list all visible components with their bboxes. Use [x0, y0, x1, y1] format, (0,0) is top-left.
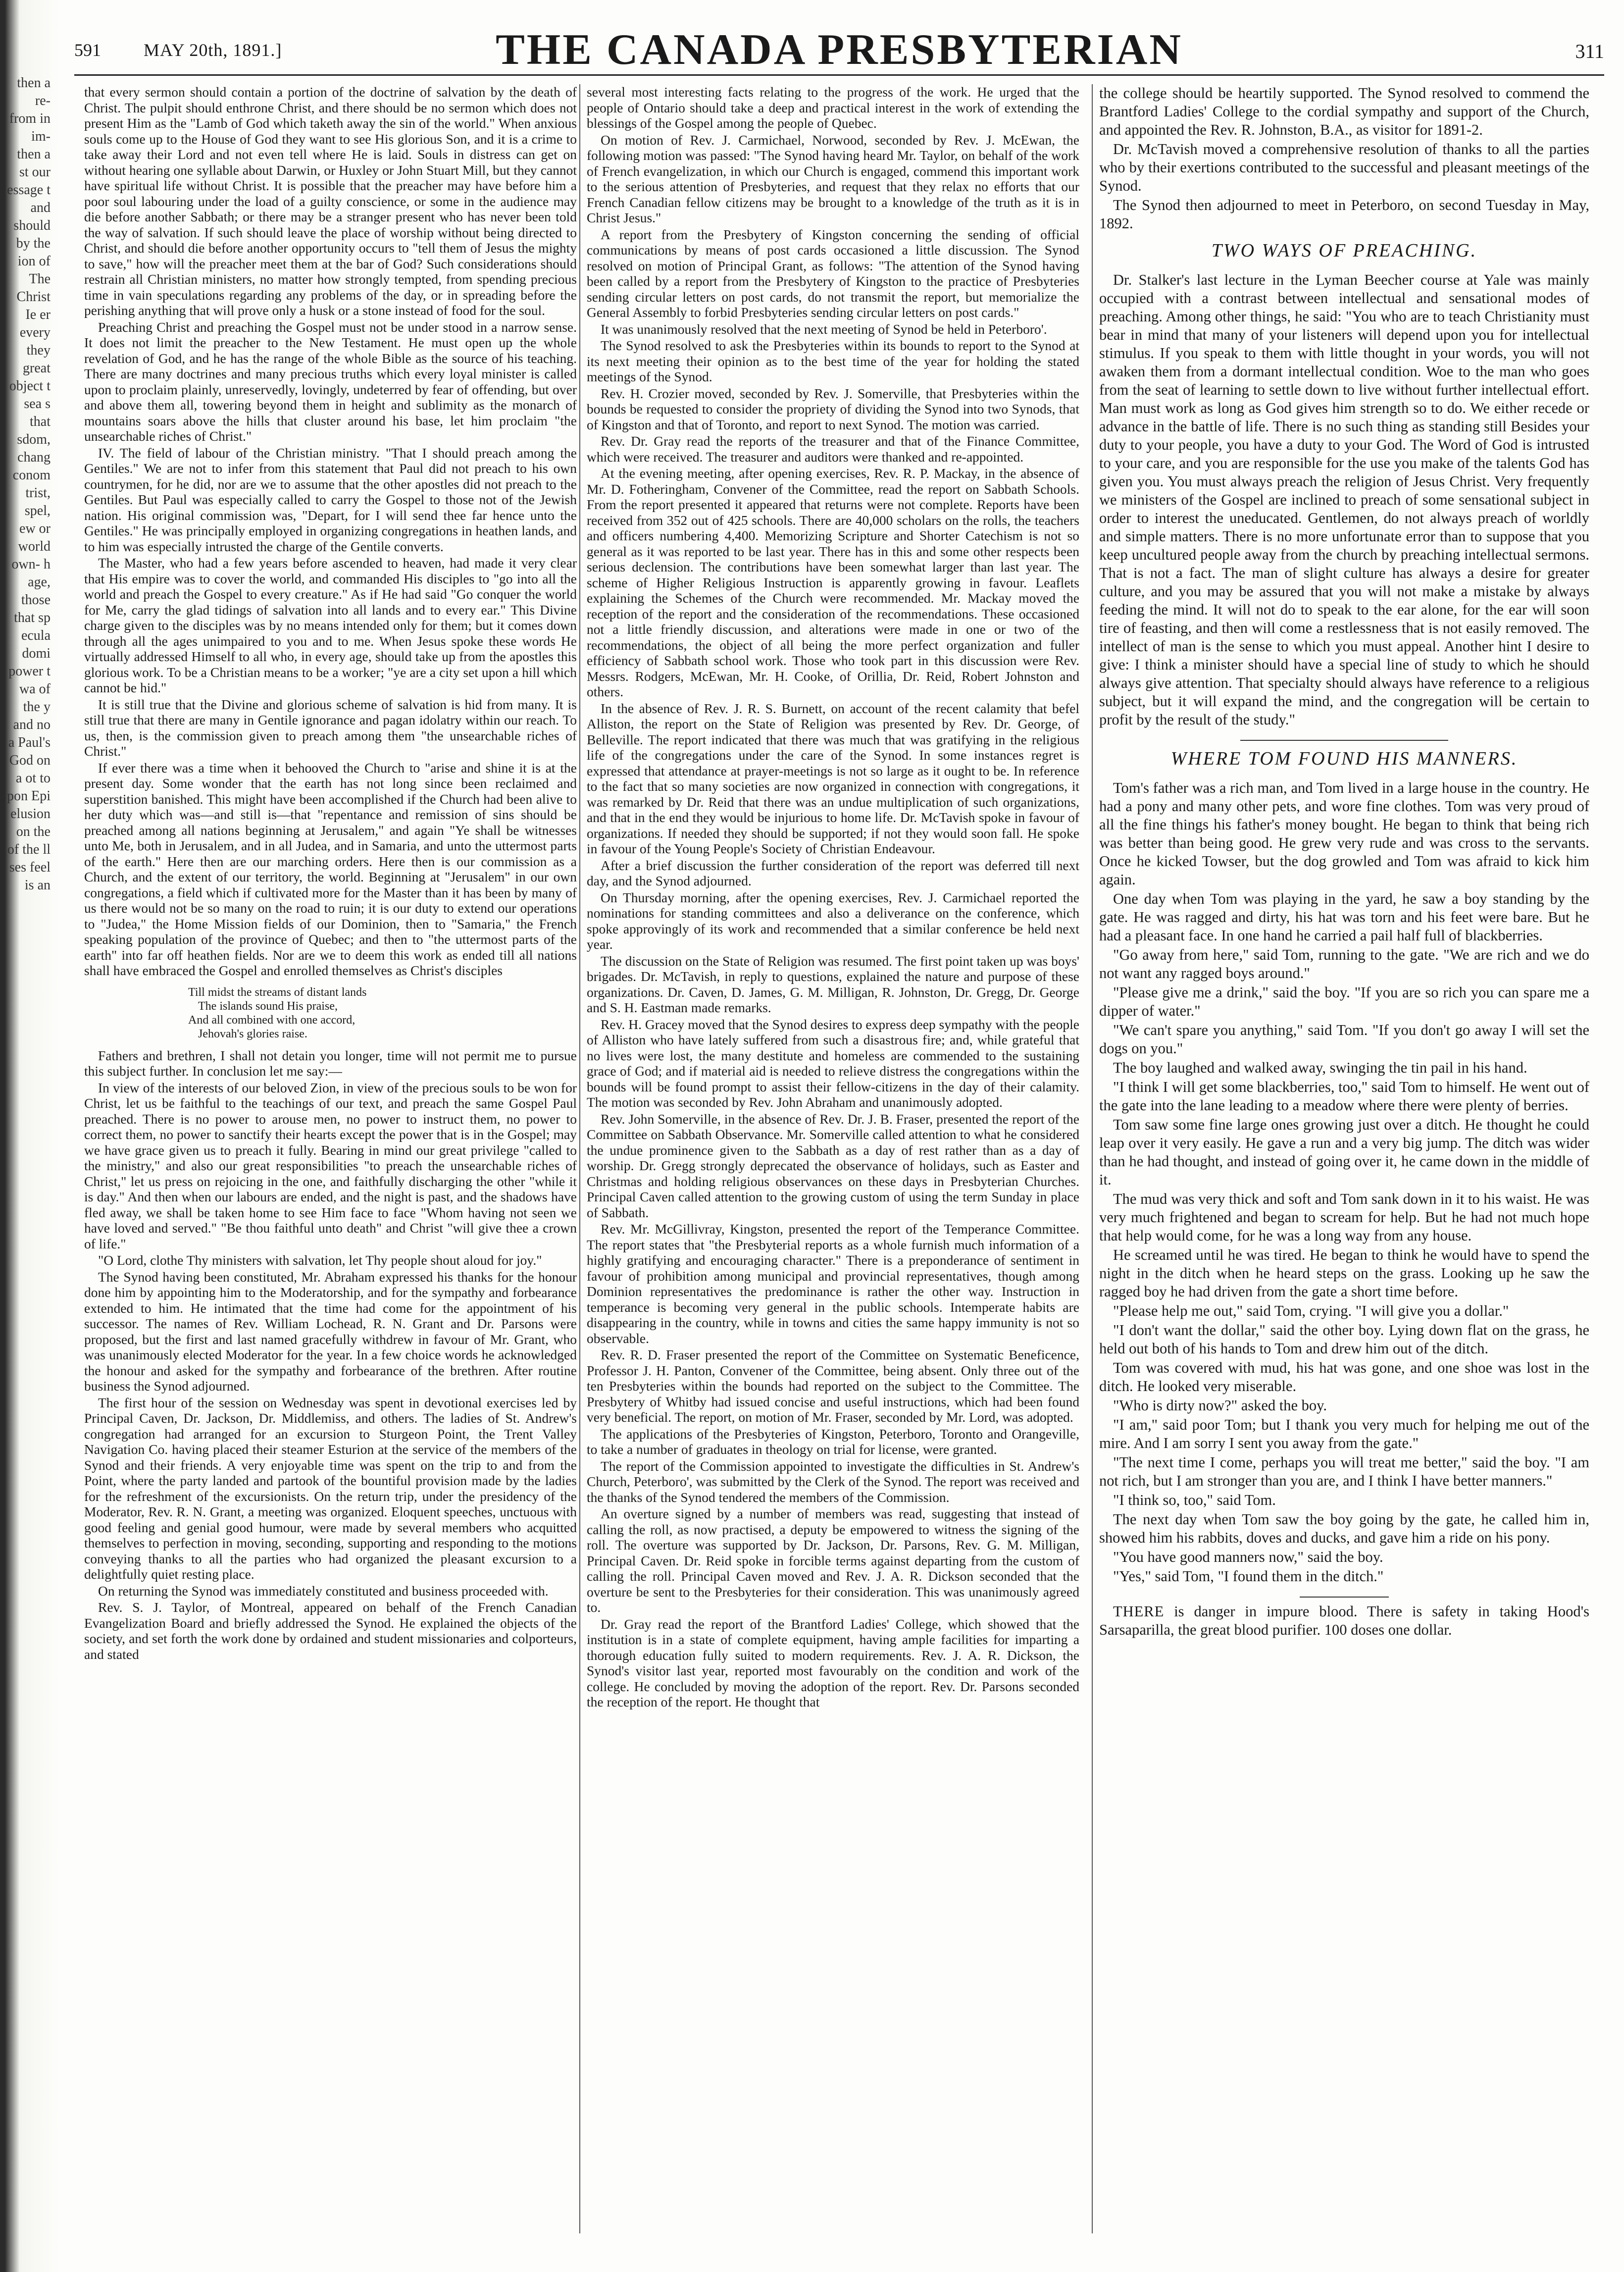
- paragraph: The Synod resolved to ask the Presbyteries within its bounds to report to the Synod at its next meeting their opinion as to the best time of the year for holding the stated meetings of the Synod.: [587, 338, 1079, 384]
- advertisement: [1099, 1602, 1589, 1639]
- issue-date: MAY 20th, 1891.]: [144, 40, 282, 60]
- paragraph: An overture signed by a number of members was read, suggesting that instead of calling the roll, as now practised, a deputy be empowered to witness the signing of the roll. The overture was supported by Dr. Jackson, Dr. Parsons, Rev. G. M. Milligan, Principal Caven. Dr. Reid spoke in forcible terms against departing from the custom of calling the roll. Principal Caven moved and Rev. J. A. R. Dickson seconded that the overture be sent to the Presbyteries for their consideration. This was unanimously agreed to.: [587, 1506, 1079, 1615]
- paragraph: "Yes," said Tom, "I found them in the ditch.": [1113, 1568, 1384, 1585]
- paragraph: Dr. McTavish moved a comprehensive resolution of thanks to all the parties who by their exertions contributed to the successful and pleasant meetings of the Synod.: [1099, 141, 1589, 194]
- paragraph: On motion of Rev. J. Carmichael, Norwood, seconded by Rev. J. McEwan, the following motion was passed: "The Synod having heard Mr. Taylor, on behalf of the work of French evangelization, in which our Church is engaged, commend this important work to the serious attention of Presbyteries, and request that they relax no efforts that our French Canadian fellow citizens may be brought to a knowledge of the truth as it is in Christ Jesus.": [587, 132, 1079, 225]
- paragraph: He screamed until he was tired. He began to think he would have to spend the night in the ditch when he heard steps on the grass. Looking up he saw the ragged boy he had driven from the gate a short time before.: [1099, 1246, 1589, 1300]
- paragraph: After a brief discussion the further consideration of the report was deferred till next day, and the Synod adjourned.: [587, 857, 1079, 888]
- article-heading: WHERE TOM FOUND HIS MANNERS.: [1170, 748, 1518, 769]
- paragraph: Rev. H. Gracey moved that the Synod desires to express deep sympathy with the people of Alliston who have lately suffered from such a disastrous fire; and, while grateful that no lives were lost, the many destitute and homeless are commended to the sustaining grace of God; and if material aid is needed to relieve distress the congregations within the bounds will be found prompt to assist their fellow-citizens in the day of their calamity. The motion was seconded by Rev. John Abraham and unanimously adopted.: [587, 1016, 1079, 1110]
- paragraph: The mud was very thick and soft and Tom sank down in it to his waist. He was very much frightened and began to scream for help. But he had not much hope that help would come, for he was a long way from any house.: [1099, 1190, 1589, 1244]
- paragraph: "Please give me a drink," said the boy. "If you are so rich you can spare me a dipper of water.": [1099, 984, 1589, 1019]
- paragraph: "I think I will get some blackberries, too," said Tom to himself. He went out of the gate into the lane leading to a meadow where there were plenty of berries.: [1099, 1079, 1589, 1114]
- paragraph: "Go away from here," said Tom, running to the gate. "We are rich and we do not want any ragged boys around.": [1099, 946, 1589, 981]
- hymn-line: The islands sound His praise,: [198, 999, 338, 1013]
- paragraph: "I don't want the dollar," said the other boy. Lying down flat on the grass, he held out both of his hands to Tom and drew him out of the ditch.: [1099, 1322, 1589, 1357]
- paragraph: Dr. Gray read the report of the Brantford Ladies' College, which showed that the institution is in a state of complete equipment, having ample facilities for imparting a thorough education fully suited to modern requirements. Rev. J. A. R. Dickson, the Synod's visitor last year, reported most favourably on the condition and work of the college. He concluded by moving the adoption of the report. Rev. Dr. Parsons seconded the reception of the report. He thought that: [587, 1616, 1079, 1709]
- paragraph: Fathers and brethren, I shall not detain you longer, time will not permit me to pursue this subject further. In conclusion let me say:—: [84, 1047, 577, 1079]
- advertisement-lead: THERE: [1113, 1603, 1165, 1620]
- paragraph: Dr. Stalker's last lecture in the Lyman Beecher course at Yale was mainly occupied with a contrast between intellectual and sensational modes of preaching. Among other things, he said: "You who are to teach Christianity must bear in mind that many of your listeners will depend upon you for intellectual stimulus. If you speak to them with little thought in your words, you will not awaken them from a dormant intellectual condition. Woe to the man who goes from the seat of learning to settle down to live without further intellectual effort. Man must work as long as God gives him strength so to do. We either recede or advance in the battle of life. There is no such thing as standing still Besides your duty to your people, you have a duty to your God. The Word of God is intrusted to your care, and you are responsible for the use you make of the talents God has given you. You must always preach the religion of Jesus Christ. Very frequently we ministers of the Gospel are inclined to preach of some sensational subject in order to interest the uneducated. Gentlemen, do not always preach of worldly and simple matters. There is no more unfortunate error than to suppose that you keep uncultured people away from the church by preaching intellectual sermons. That is not a fact. The man of slight culture has always a desire for greater culture, and you may be assured that you will not make a mistake by always feeding the mind. It will not do to speak to the ear alone, for the ear will soon tire of feasting, and then will come a restlessness that is not easily removed. The intellect of man is the sense to which you must appeal. Another hint I desire to give: I think a minister should have a special line of study to which he should always give attention. That specialty should always have reference to a religious subject, but it will expand the mind, and the congregation will be certain to profit by the result of the study.": [1099, 271, 1589, 728]
- paragraph: Rev. Mr. McGillivray, Kingston, presented the report of the Temperance Committee. The report states that "the Presbyterial reports as a whole furnish much information of a highly gratifying and encouraging character." There is a preponderance of sentiment in favour of prohibition among municipal and provincial representatives, though among Dominion representatives the predominance is rather the other way. Instruction in temperance is becoming very general in the public schools. Intemperate habits are disappearing in the country, while in towns and cities the same happy immunity is not so observable.: [587, 1221, 1079, 1346]
- page-number: 311: [1575, 40, 1604, 62]
- paragraph: At the evening meeting, after opening exercises, Rev. R. P. Mackay, in the absence of Mr. D. Fotheringham, Convener of the Committee, read the report on Sabbath Schools. From the report presented it appeared that returns were not complete. Reports have been received from 352 out of 425 schools. There are 40,000 scholars on the rolls, the teachers and officers numbering 4,400. Memorizing Scripture and Shorter Catechism is not so general as it was reported to be last year. There has in this and some other respects been serious declension. The contributions have been somewhat larger than last year. The scheme of Higher Religious Instruction is apparently growing in favour. Leaflets explaining the Schemes of the Church were recommended. Mr. Mackay moved the reception of the report and the consideration of the recommendations. These occasioned not a little friendly discussion, and alterations were made in one or two of the recommendations, the object of all being the more perfect organization and fuller efficiency of Sabbath school work. Those who took part in this discussion were Rev. Messrs. Rodgers, McEwan, Mr. H. Cooke, of Orillia, Dr. Reid, Robert Johnston and others.: [587, 465, 1079, 699]
- adjacent-page-stub: then a re- from in im- then a st our essage t and should by the ion of The Christ Ie er every they great object t sea s that sdom, chang conom trist, spel, ew or world own- h age, those that sp ecula domi power t wa of the y and no a Paul's God on a ot to pon Epi elusion on the of the ll ses feel is an: [7, 75, 51, 893]
- section-rule: [1300, 1597, 1389, 1598]
- paragraph: the college should be heartily supported. The Synod resolved to commend the Brantford Ladies' College to the cordial sympathy and support of the Church, and appointed the Rev. R. Johnston, B.A., as visitor for 1891-2.: [1099, 85, 1589, 138]
- column-divider: [579, 84, 580, 2233]
- paragraph: The Synod then adjourned to meet in Peterboro, on second Tuesday in May, 1892.: [1099, 197, 1589, 232]
- paragraph: Rev. John Somerville, in the absence of Rev. Dr. J. B. Fraser, presented the report of the Committee on Sabbath Observance. Mr. Somerville called attention to what he considered the undue prominence given to the Sabbath as a day of rest rather than as a day of worship. Dr. Gregg strongly deprecated the observance of holidays, such as Easter and Christmas and holding religious observances on these days in Presbyterian Churches. Principal Caven called attention to the growing custom of using the term Sunday in place of Sabbath.: [587, 1111, 1079, 1220]
- paragraph: Rev. R. D. Fraser presented the report of the Committee on Systematic Beneficence, Professor J. H. Panton, Convener of the Committee, being absent. Only three out of the ten Presbyteries within the bounds had reported on the subject to the Committee. The Presbytery of Whitby had issued concise and useful instructions, which had been found very beneficial. The report, on motion of Mr. Fraser, seconded by Mr. Lord, was adopted.: [587, 1347, 1079, 1425]
- paragraph: On Thursday morning, after the opening exercises, Rev. J. Carmichael reported the nominations for standing committees and also a deliverance on the conference, which spoke approvingly of its work and recommended that a similar conference be held next year.: [587, 889, 1079, 952]
- paragraph: The Synod having been constituted, Mr. Abraham expressed his thanks for the honour done him by appointing him to the Moderatorship, and for the sympathy and forbearance extended to him. He intimated that the time had come for the appointment of his successor. The names of Rev. William Lochead, R. N. Grant and Dr. Parsons were proposed, but the first and last named gracefully withdrew in favour of Mr. Grant, who was unanimously elected Moderator for the year. In a few choice words he acknowledged the honour and asked for the sympathy and forbearance of the brethren. After routine business the Synod adjourned.: [84, 1269, 577, 1394]
- paragraph: The report of the Commission appointed to investigate the difficulties in St. Andrew's Church, Peterboro', was submitted by the Clerk of the Synod. The report was received and the thanks of the Synod tendered the members of the Commission.: [587, 1458, 1079, 1505]
- paragraph: "I am," said poor Tom; but I thank you very much for helping me out of the mire. And I am sorry I sent you away from the gate.": [1099, 1416, 1589, 1451]
- paragraph: A report from the Presbytery of Kingston concerning the sending of official communications by means of post cards occasioned a little discussion. The Synod resolved on motion of Principal Grant, as follows: "The attention of the Synod having been called by a report from the Presbytery of Kingston to the practice of Presbyteries sending circular letters on post cards, do not transmit the report, but memorialize the General Assembly to forbid Presbyteries sending circular letters on post cards.": [587, 226, 1079, 320]
- newspaper-title: THE CANADA PRESBYTERIAN: [496, 26, 1183, 74]
- masthead: [74, 20, 1604, 74]
- paragraph: that every sermon should contain a portion of the doctrine of salvation by the death of Christ. The pulpit should enthrone Christ, and there should be no sermon which does not present Him as the "Lamb of God which taketh away the sin of the world." When anxious souls come up to the House of God they want to see His glorious Son, and it is a crime to take away their Lord and not even tell where He is laid. Souls in distress can get on without hearing one syllable about Darwin, or Huxley or John Stuart Mill, but they cannot have spiritual life without Christ. It is possible that the preacher may have before him a poor soul labouring under the load of a guilty conscience, or some in the audience may die before another Sabbath; or there may be a stranger present who has never been told the way of salvation. If such should leave the place of worship without being directed to Christ, and should die before another opportunity occurs to "tell them of Jesus the mighty to save," how will the preacher meet them at the bar of God? Such considerations should restrain all Christian ministers, no matter how strongly tempted, from spending precious time in vain speculations regarding any problems of the day, or in spreading before the perishing anything that will prove only a husk or a stone instead of food for the soul.: [84, 84, 577, 318]
- paragraph: "I think so, too," said Tom.: [1113, 1492, 1276, 1508]
- paragraph: "O Lord, clothe Thy ministers with salvation, let Thy people shout aloud for joy.": [98, 1252, 542, 1268]
- advertisement-text: is danger in impure blood. There is safety in taking Hood's Sarsaparilla, the great blood purifier. 100 doses one dollar.: [1099, 1603, 1589, 1638]
- paragraph: If ever there was a time when it behooved the Church to "arise and shine it is at the present day. Some wonder that the earth has not long since been reclaimed and superstition banished. This might have been accomplished if the Church had been alive to her duty which was—and still is—that "repentance and remission of sins should be preached among all nations beginning at Jerusalem," and again "Ye shall be witnesses unto Me, both in Jerusalem, and in all Judea, and in Samaria, and unto the uttermost parts of the earth." Here then are our marching orders. Here then is our commission as a Church, and the extent of our territory, the world. Beginning at "Jerusalem" in our own congregations, a field which if cultivated more for the Master than it has been by many of us there would not be so many on the road to ruin; it is our duty to extend our operations to "Judea," the Home Mission fields of our Dominion, then to "Samaria," the French speaking population of the province of Quebec; and then to "the uttermost parts of the earth" into far off heathen fields. Nor are we to deem this work as ended till all nations shall have embraced the Gospel and enrolled themselves as Christ's disciples: [84, 760, 577, 978]
- paragraph: Tom was covered with mud, his hat was gone, and one shoe was lost in the ditch. He looked very miserable.: [1099, 1359, 1589, 1394]
- paragraph: Rev. S. J. Taylor, of Montreal, appeared on behalf of the French Canadian Evangelization Board and briefly addressed the Synod. He explained the objects of the society, and set forth the work done by ordained and student missionaries and colporteurs, and stated: [84, 1600, 577, 1662]
- paragraph: "Please help me out," said Tom, crying. "I will give you a dollar.": [1113, 1302, 1509, 1319]
- paragraph: "We can't spare you anything," said Tom. "If you don't go away I will set the dogs on you.": [1099, 1022, 1589, 1057]
- paragraph: "The next time I come, perhaps you will treat me better," said the boy. "I am not rich, but I am stronger than you are, and I think I have better manners.": [1099, 1454, 1589, 1489]
- paragraph: In the absence of Rev. J. R. S. Burnett, on account of the recent calamity that befel Alliston, the report on the State of Religion was presented by Rev. Dr. George, of Belleville. The report indicated that there was much that was gratifying in the religious life of the congregations under the care of the Synod. In some instances regret is expressed that attendance at prayer-meetings is not so large as it ought to be. In reference to the fact that so many societies are now organized in connection with congregations, it was remarked by Dr. Reid that there was an undue multiplication of such organizations, and that in the end they would be injurious to home life. Dr. McTavish spoke in favour of organizations. If needed they should be supported; if not they would soon fall. He spoke in favour of the Young People's Society of Christian Endeavour.: [587, 700, 1079, 856]
- column-1: [84, 84, 577, 2248]
- paragraph: Preaching Christ and preaching the Gospel must not be under stood in a narrow sense. It does not limit the preacher to the New Testament. He must open up the whole revelation of God, and he has the range of the whole Bible as the source of his teaching. There are many doctrines and many precious truths which every loyal minister is called upon to proclaim plainly, unreservedly, lovingly, undeterred by fear of offending, but over and above them all, towering beyond them in height and sublimity as the monarch of mountains soars above the hills that cluster around his base, let him proclaim "the unsearchable riches of Christ.": [84, 319, 577, 444]
- hymn-line: Till midst the streams of distant lands: [188, 985, 367, 999]
- paragraph: Tom's father was a rich man, and Tom lived in a large house in the country. He had a pony and many other pets, and wore fine clothes. Tom was very proud of all the fine things his father's money bought. He began to think that being rich was better than being good. He grew very rude and was cross to the servants. Once he kicked Towser, but the dog growled and Tom was afraid to kick him again.: [1099, 779, 1589, 888]
- article-heading: TWO WAYS OF PREACHING.: [1211, 240, 1477, 261]
- paragraph: The first hour of the session on Wednesday was spent in devotional exercises led by Principal Caven, Dr. Jackson, Dr. Middlemiss, and others. The ladies of St. Andrew's congregation had arranged for an excursion to Sturgeon Point, the Trent Valley Navigation Co. having placed their steamer Esturion at the service of the members of the Synod and their friends. A very enjoyable time was spent on the trip to and from the Point, where the party landed and partook of the bountiful provision made by the ladies for the refreshment of the excursionists. On the return trip, under the presidency of the Moderator, Rev. R. N. Grant, a meeting was organized. Eloquent speeches, unctuous with good feeling and genial good humour, were made by several members who acquitted themselves to perfection in moving, seconding, supporting and responding to the motions conveying thanks to all the parties who had organized the pleasant excursion to a delightfully quiet resting place.: [84, 1394, 577, 1582]
- paragraph: The discussion on the State of Religion was resumed. The first point taken up was boys' brigades. Dr. McTavish, in reply to questions, explained the nature and purpose of these organizations. Dr. Caven, D. James, G. M. Milligan, R. Johnston, Dr. Gregg, Dr. George and S. H. Eastman made remarks.: [587, 953, 1079, 1015]
- paragraph: Rev. H. Crozier moved, seconded by Rev. J. Somerville, that Presbyteries within the bounds be requested to consider the propriety of dividing the Synod into two Synods, that of Kingston and that of Toronto, and report to next Synod. The motion was carried.: [587, 385, 1079, 432]
- paragraph: It was unanimously resolved that the next meeting of Synod be held in Peterboro'.: [601, 321, 1047, 337]
- paragraph: IV. The field of labour of the Christian ministry. "That I should preach among the Gentiles." We are not to infer from this statement that Paul did not preach to his own countrymen, for he did, nor are we to assume that the other apostles did not preach to the Gentiles. But Paul was especially called to carry the Gospel to those not of the Jewish nation. His original commission was, "Depart, for I will send thee far hence unto the Gentiles." He was principally employed in organizing congregations in heathen lands, and to him was especially intrusted the charge of the Gentile converts.: [84, 445, 577, 554]
- hymn-line: Jehovah's glories raise.: [198, 1027, 307, 1040]
- hymn-line: And all combined with one accord,: [188, 1013, 355, 1027]
- paragraph: The applications of the Presbyteries of Kingston, Peterboro, Toronto and Orangeville, to take a number of graduates in theology on trial for license, were granted.: [587, 1426, 1079, 1457]
- paragraph: The next day when Tom saw the boy going by the gate, he called him in, showed him his rabbits, doves and ducks, and gave him a ride on his pony.: [1099, 1511, 1589, 1546]
- paragraph: "Who is dirty now?" asked the boy.: [1113, 1397, 1327, 1414]
- column-2: [587, 84, 1079, 2248]
- paragraph: "You have good manners now," said the boy.: [1113, 1549, 1383, 1565]
- previous-page-number: 591: [74, 40, 101, 60]
- paragraph: Rev. Dr. Gray read the reports of the treasurer and that of the Finance Committee, which were received. The treasurer and auditors were thanked and re-appointed.: [587, 433, 1079, 465]
- header-rule: [74, 74, 1604, 76]
- section-rule: [1240, 740, 1448, 741]
- hymn-quote: [188, 985, 577, 1041]
- column-3: [1099, 84, 1589, 2248]
- paragraph: It is still true that the Divine and glorious scheme of salvation is hid from many. It is still true that there are many in Gentile ignorance and pagan idolatry within our reach. To us, then, is the commission given to preach among them "the unsearchable riches of Christ.": [84, 696, 577, 759]
- paragraph: The Master, who had a few years before ascended to heaven, had made it very clear that His empire was to cover the world, and commanded His disciples to "go into all the world and preach the Gospel to every creature." As if He had said "Go conquer the world for Me, carry the glad tidings of salvation into all lands and to every ear." This Divine charge given to the disciples was by no means intended only for them; but it comes down through all the ages unimpaired to you and to me. When Jesus spoke these words He virtually addressed Himself to all who, in every age, should take up from the apostles this glorious work. To be a Christian means to be a worker; "ye are a city set upon a hill which cannot be hid.": [84, 555, 577, 695]
- paragraph: On returning the Synod was immediately constituted and business proceeded with.: [98, 1583, 549, 1599]
- paragraph: Tom saw some fine large ones growing just over a ditch. He thought he could leap over it very easily. He gave a run and a very big jump. The ditch was wider than he had thought, and instead of going over it, he came down in the middle of it.: [1099, 1116, 1589, 1188]
- paragraph: One day when Tom was playing in the yard, he saw a boy standing by the gate. He was ragged and dirty, his hat was torn and his feet were bare. But he had a pleasant face. In one hand he carried a pail half full of blackberries.: [1099, 890, 1589, 944]
- column-divider: [1092, 84, 1093, 2233]
- paragraph: In view of the interests of our beloved Zion, in view of the precious souls to be won for Christ, let us be faithful to the teachings of our text, and preach the same Gospel Paul preached. There is no power to arouse men, no power to instruct them, no power to correct them, no power to sanctify their hearts except the power that is in the Gospel; may we have grace given us to preach it fully. Bearing in mind our great privilege "called to the ministry," and also our great responsibilities "to preach the unsearchable riches of Christ," let us press on rejoicing in the one, and faithfully discharging the other "while it is day." And then when our labours are ended, and the night is past, and the shadows have fled away, we shall be taken home to see Him face to face "Whom having not seen we have loved and served." "Be thou faithful unto death" and Christ "will give thee a crown of life.": [84, 1080, 577, 1251]
- paragraph: several most interesting facts relating to the progress of the work. He urged that the people of Ontario should take a deep and practical interest in the work of extending the blessings of the Gospel among the people of Quebec.: [587, 84, 1079, 131]
- paragraph: The boy laughed and walked away, swinging the tin pail in his hand.: [1113, 1059, 1527, 1076]
